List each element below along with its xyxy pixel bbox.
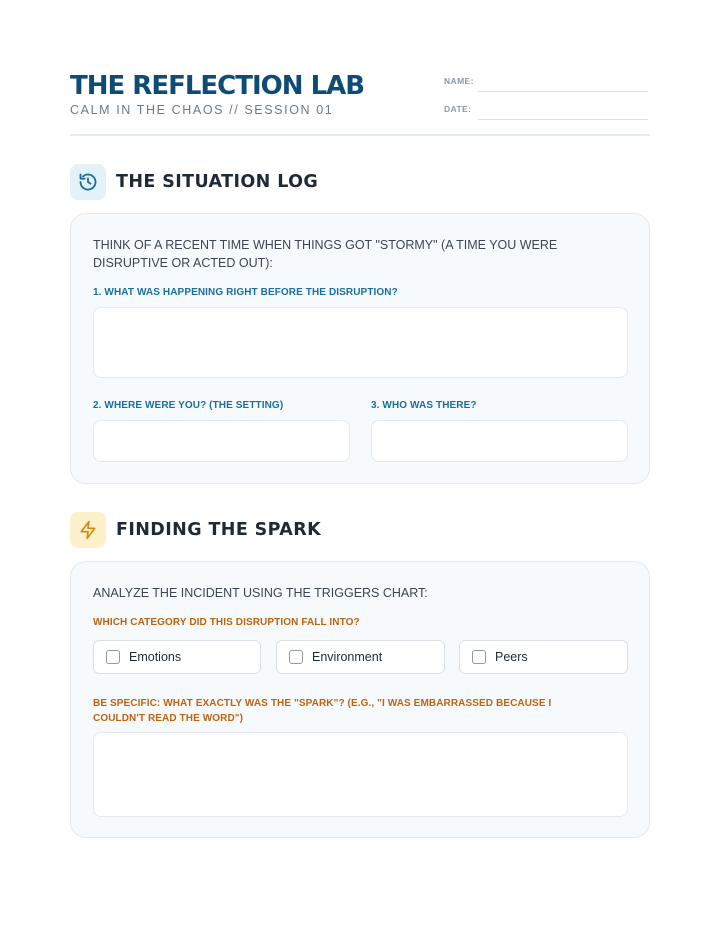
finding-spark-heading — [70, 512, 470, 548]
option-label: Peers — [495, 650, 528, 664]
name-label: NAME: — [444, 76, 474, 86]
history-icon — [70, 164, 106, 200]
question-before-disruption: 1. WHAT WAS HAPPENING RIGHT BEFORE THE DISRUPTION? — [93, 287, 398, 298]
worksheet-header — [70, 70, 650, 136]
question-who: 3. WHO WAS THERE? — [371, 400, 477, 411]
lightning-icon — [70, 512, 106, 548]
option-label: Emotions — [129, 650, 182, 664]
option-emotions[interactable] — [93, 640, 261, 674]
option-peers[interactable] — [459, 640, 628, 674]
checkbox[interactable] — [472, 650, 486, 664]
checkbox[interactable] — [289, 650, 303, 664]
option-environment[interactable] — [276, 640, 445, 674]
date-label: DATE: — [444, 104, 472, 114]
spark-prompt: ANALYZE THE INCIDENT USING THE TRIGGERS CHART: — [93, 586, 428, 600]
date-field[interactable] — [478, 119, 648, 120]
checkbox[interactable] — [106, 650, 120, 664]
section-title: THE SITUATION LOG — [116, 172, 319, 192]
specific-spark-input[interactable] — [93, 732, 628, 817]
who-input[interactable] — [371, 420, 628, 462]
situation-log-heading — [70, 164, 470, 200]
finding-spark-card — [70, 561, 650, 838]
situation-log-card — [70, 213, 650, 484]
situation-prompt: THINK OF A RECENT TIME WHEN THINGS GOT "STORMY" (A TIME YOU WERE DISRUPTIVE OR ACTED OUT): — [93, 238, 558, 270]
question-category: WHICH CATEGORY DID THIS DISRUPTION FALL INTO? — [93, 617, 360, 628]
setting-input[interactable] — [93, 420, 350, 462]
page-subtitle: CALM IN THE CHAOS // SESSION 01 — [70, 103, 334, 117]
option-label: Environment — [312, 650, 383, 664]
question-specific-spark: BE SPECIFIC: WHAT EXACTLY WAS THE "SPARK"? (E.G., "I WAS EMBARRASSED BECAUSE I COULDN'T READ THE WORD") — [93, 698, 552, 724]
name-field[interactable] — [478, 91, 648, 92]
question-setting: 2. WHERE WERE YOU? (THE SETTING) — [93, 400, 284, 411]
page-title: THE REFLECTION LAB — [70, 71, 365, 101]
section-title: FINDING THE SPARK — [116, 520, 322, 540]
before-disruption-input[interactable] — [93, 307, 628, 378]
